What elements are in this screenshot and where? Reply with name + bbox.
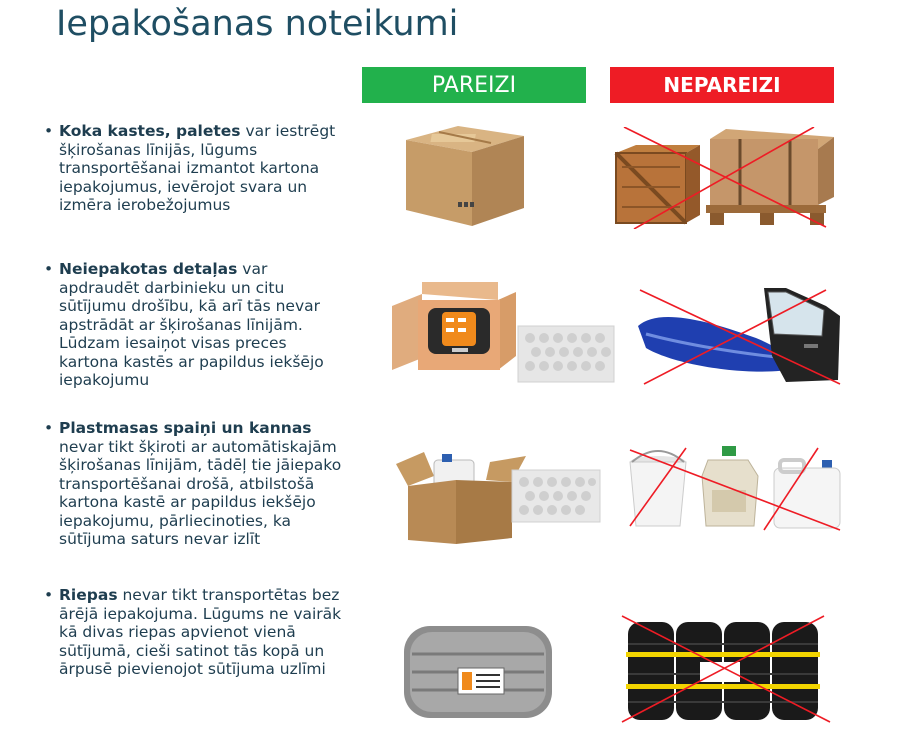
bubble-wrap-icon [518,326,614,382]
correct-header-label: PAREIZI [431,72,517,98]
rule-bold: Plastmasas spaiņi un kannas [59,419,312,437]
rule-bold: Koka kastes, paletes [59,122,241,140]
rule-item [44,419,344,549]
bubble-wrap-icon [512,470,600,522]
tires-icon [620,614,832,724]
rule-text: nevar tikt transportētas bez ārējā iepakojuma. Lūgums ne vairāk kā divas riepas apvienot vienā sūtījumā, cieši satinot tās kopā un ārpusē pievienojot sūtījuma uzlīmi [59,586,342,678]
rule-item [44,122,344,215]
wooden-crate-icon [614,127,836,229]
bucket-jug-canister-icon [628,446,846,532]
page-title: Iepakošanas noteikumi [56,4,459,44]
incorrect-header-label: NEPAREIZI [663,73,781,97]
car-bumper-icon [636,286,844,386]
bullet-icon: • [44,260,54,278]
rule-text: var apdraudēt darbinieku un citu sūtījumu drošību, kā arī tās nevar apstrādāt ar šķirošanas līnijām. Lūdzam iesaiņot visas preces kartona kastēs ar papildus iekšējo iepakojumu [59,260,324,389]
cardboard-box-icon [398,122,528,228]
jug-icon [702,446,758,526]
rule-item [44,586,344,679]
rule-bold: Riepas [59,586,118,604]
incorrect-header [610,67,834,103]
correct-header [362,67,586,103]
bullet-icon: • [44,586,54,604]
rule-bold: Neiepakotas detaļas [59,260,238,278]
bullet-icon: • [44,122,54,140]
wrapped-tires-icon [402,624,554,720]
box-with-canister-icon [394,450,604,546]
rule-text: var iestrēgt šķirošanas līnijās, lūgums transportēšanai izmantot kartona iepakojumus, ievērojot svara un izmēra ierobežojumus [59,122,336,214]
rule-item [44,260,344,390]
open-box-with-part-icon [388,280,618,386]
bullet-icon: • [44,419,54,437]
rule-text: nevar tikt šķiroti ar automātiskajām šķirošanas līnijām, tādēļ tie jāiepako transportēšanai drošā, atbilstošā kartona kastē ar papildus iekšējo iepakojumu, pārliecinoties, ka sūtījuma saturs nevar izlīt [59,437,342,548]
